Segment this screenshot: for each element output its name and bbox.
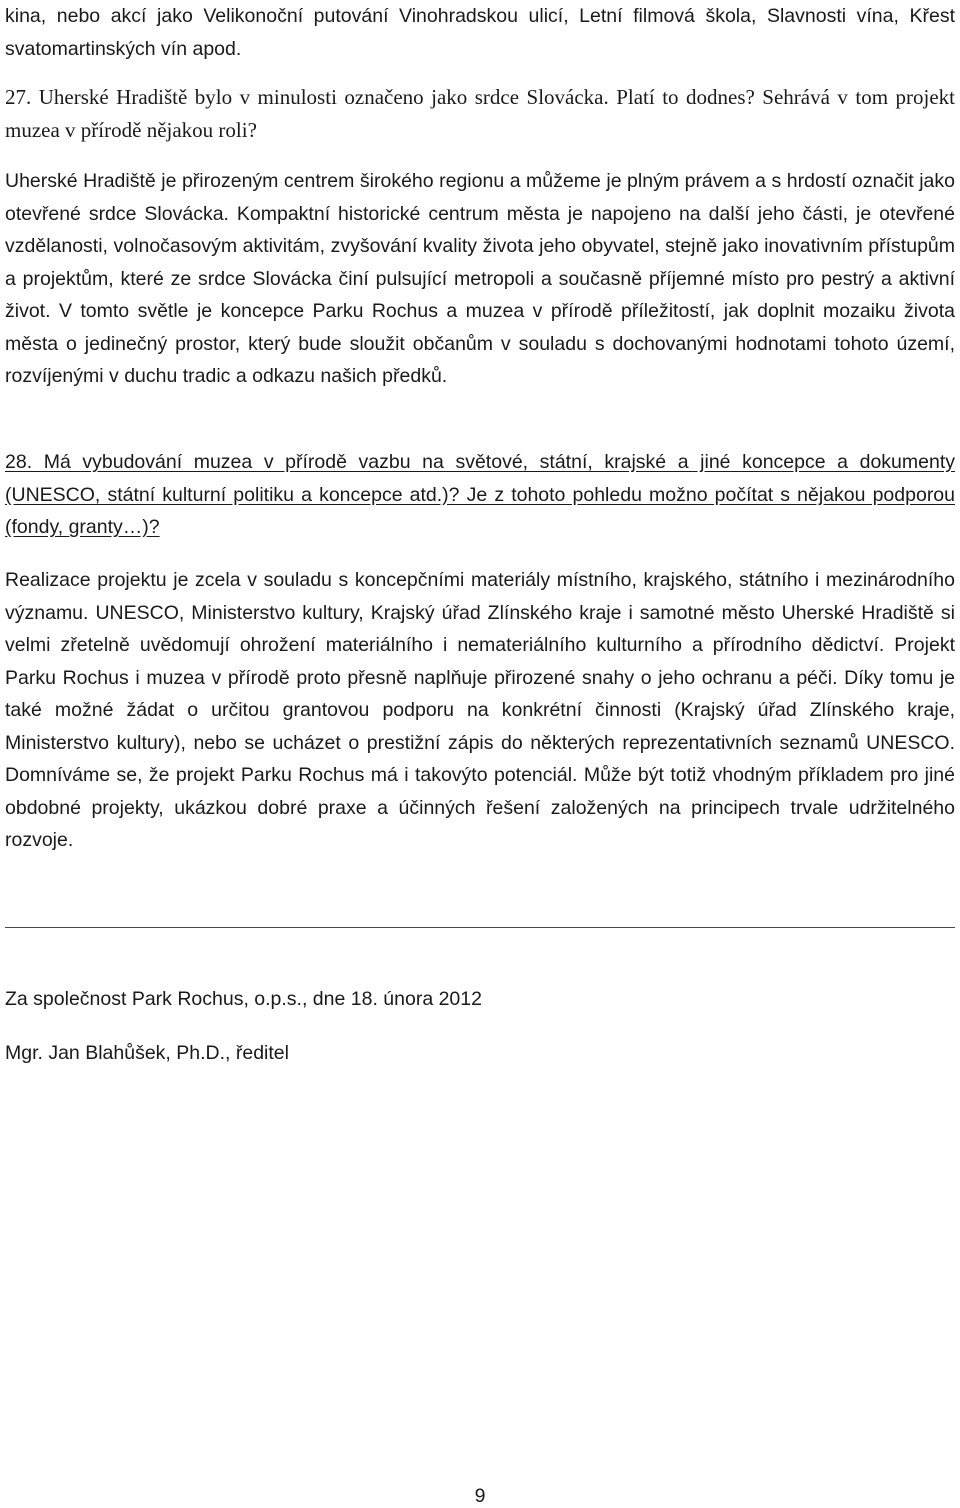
page-number: 9 bbox=[474, 1485, 486, 1507]
signature-name: Mgr. Jan Blahůšek, Ph.D., ředitel bbox=[5, 1042, 289, 1064]
answer-28: Realizace projektu je zcela v souladu s koncepčními materiály místního, krajského, státního i mezinárodního významu. UNESCO, Ministerstvo kultury, Krajský úřad Zlínského kraje i samotné město Uherské Hradiště si velmi zřetelně uvědomují ohrožení materiálního i nemateriálního kulturního a přírodního dědictví. Projekt Parku Rochus i muzea v přírodě proto přesně naplňuje přirozené snahy o jeho ochranu a péči. Díky tomu je také možné žádat o určitou grantovou podporu na konkrétní činnosti (Krajský úřad Zlínského kraje, Ministerstvo kultury), nebo se ucházet o prestižní zápis do některých reprezentativních seznamů UNESCO. Domníváme se, že projekt Parku Rochus má i takovýto potenciál. Může být totiž vhodným příkladem pro jiné obdobné projekty, ukázkou dobré praxe a účinných řešení založených na principech trvale udržitelného rozvoje. bbox=[5, 569, 955, 851]
signature-place-date: Za společnost Park Rochus, o.p.s., dne 18. února 2012 bbox=[5, 988, 482, 1010]
question-27: 27. Uherské Hradiště bylo v minulosti označeno jako srdce Slovácka. Platí to dodnes? Sehrává v tom projekt muzea v přírodě nějakou roli? bbox=[5, 85, 955, 142]
intro-continuation-paragraph: kina, nebo akcí jako Velikonoční putování Vinohradskou ulicí, Letní filmová škola, Slavnosti vína, Křest svatomartinských vín apod. bbox=[5, 5, 955, 60]
answer-27: Uherské Hradiště je přirozeným centrem širokého regionu a můžeme je plným právem a s hrdostí označit jako otevřené srdce Slovácka. Kompaktní historické centrum města je napojeno na další jeho části, je otevřené vzdělanosti, volnočasovým aktivitám, zvyšování kvality života jeho obyvatel, stejně jako inovativním přístupům a projektům, které ze srdce Slovácka činí pulsující metropoli a současně příjemné místo pro pestrý a aktivní život. V tomto světle je koncepce Parku Rochus a muzea v přírodě příležitostí, jak doplnit mozaiku života města o jedinečný prostor, který bude sloužit občanům v souladu s dochovanými hodnotami tohoto území, rozvíjenými v duchu tradic a odkazu našich předků. bbox=[5, 170, 955, 387]
question-28: 28. Má vybudování muzea v přírodě vazbu na světové, státní, krajské a jiné koncepce a dokumenty (UNESCO, státní kulturní politiku a koncepce atd.)? Je z tohoto pohledu možno počítat s nějakou podporou (fondy, granty…)? bbox=[5, 451, 955, 538]
section-divider bbox=[5, 927, 955, 928]
